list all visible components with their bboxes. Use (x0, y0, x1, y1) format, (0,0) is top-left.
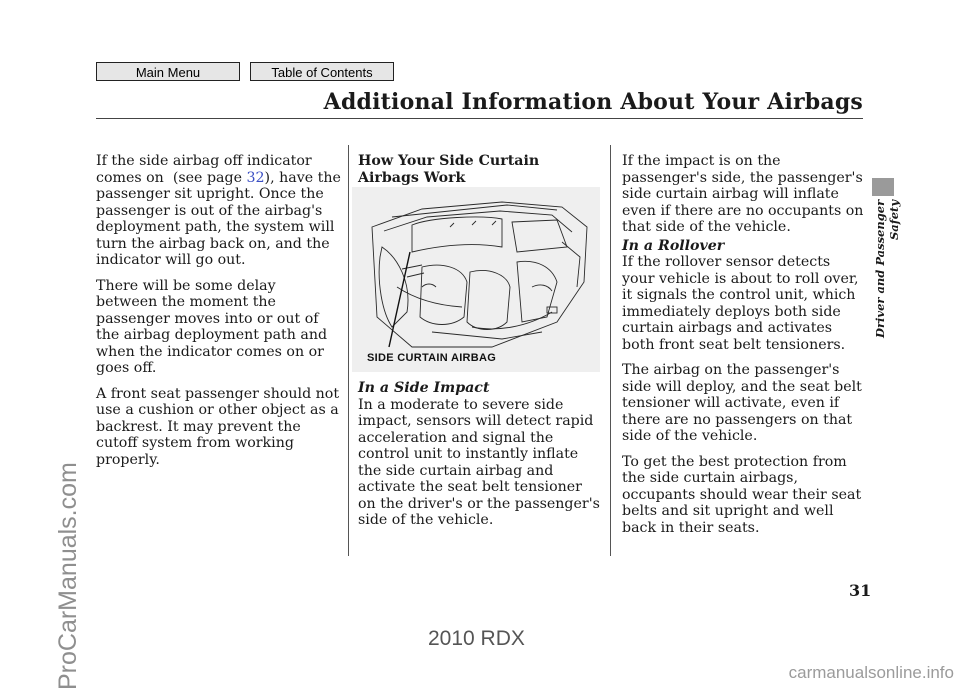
subheading-side-impact: In a Side Impact (358, 380, 490, 396)
paragraph-indicator: If the side airbag off indicator comes on (see page 32), have the passenger sit upright. Once the passenger is out of the airbag's deployment path, the system will turn the airbag back on, and the indicator will go out. (96, 153, 341, 268)
section-tab-marker (872, 178, 894, 196)
header-divider (96, 118, 863, 119)
column-divider-1 (348, 145, 349, 556)
page-title: Additional Information About Your Airbags (323, 89, 863, 115)
page-link-32[interactable]: 32 (246, 169, 265, 186)
paragraph-cushion: A front seat passenger should not use a cushion or other object as a backrest. It may prevent the cutoff system from working properly. (96, 385, 340, 468)
column-1 (96, 153, 341, 477)
table-of-contents-button[interactable]: Table of Contents (250, 62, 394, 81)
paragraph-delay: There will be some delay between the moment the passenger moves into or out of the airbag deployment path and when the indicator comes on or goes off. (96, 277, 328, 376)
column-2-lower (358, 380, 604, 538)
paragraph-side-impact: In a moderate to severe side impact, sensors will detect rapid acceleration and signal the control unit to instantly inflate the side curtain airbag and activate the seat belt tensioner on the driver's or the passenger's side of the vehicle. (358, 396, 600, 528)
paragraph-best-protection: To get the best protection from the side curtain airbags, occupants should wear their seat belts and sit upright and well back in their seats. (622, 453, 862, 536)
figure-label: SIDE CURTAIN AIRBAG (367, 352, 497, 364)
paragraph-passenger-deploy: The airbag on the passenger's side will deploy, and the seat belt tensioner will activate, even if there are no passengers on that side of the vehicle. (622, 362, 862, 444)
page-number: 31 (849, 581, 872, 600)
column-2 (358, 153, 604, 186)
section-heading: How Your Side Curtain Airbags Work (358, 153, 540, 186)
model-name: 2010 RDX (428, 627, 525, 650)
column-divider-2 (610, 145, 611, 556)
main-menu-button[interactable]: Main Menu (96, 62, 240, 81)
watermark: ProCarManuals.com (54, 462, 82, 690)
column-3 (622, 153, 867, 545)
paragraph-rollover: If the rollover sensor detects your vehicle is about to roll over, it signals the control unit, which immediately deploys both side curtain airbags and activates both front seat belt tensioners. (622, 254, 859, 353)
car-interior-drawing (352, 187, 600, 372)
footer-watermark: carmanualsonline.info (788, 663, 954, 682)
paragraph-passenger-side: If the impact is on the passenger's side, the passenger's side curtain airbag will inflate even if there are no occupants on that side of the vehicle. (622, 153, 864, 235)
side-curtain-airbag-illustration (352, 187, 600, 372)
section-label: Driver and Passenger Safety (873, 200, 901, 339)
subheading-rollover: In a Rollover (622, 237, 725, 254)
